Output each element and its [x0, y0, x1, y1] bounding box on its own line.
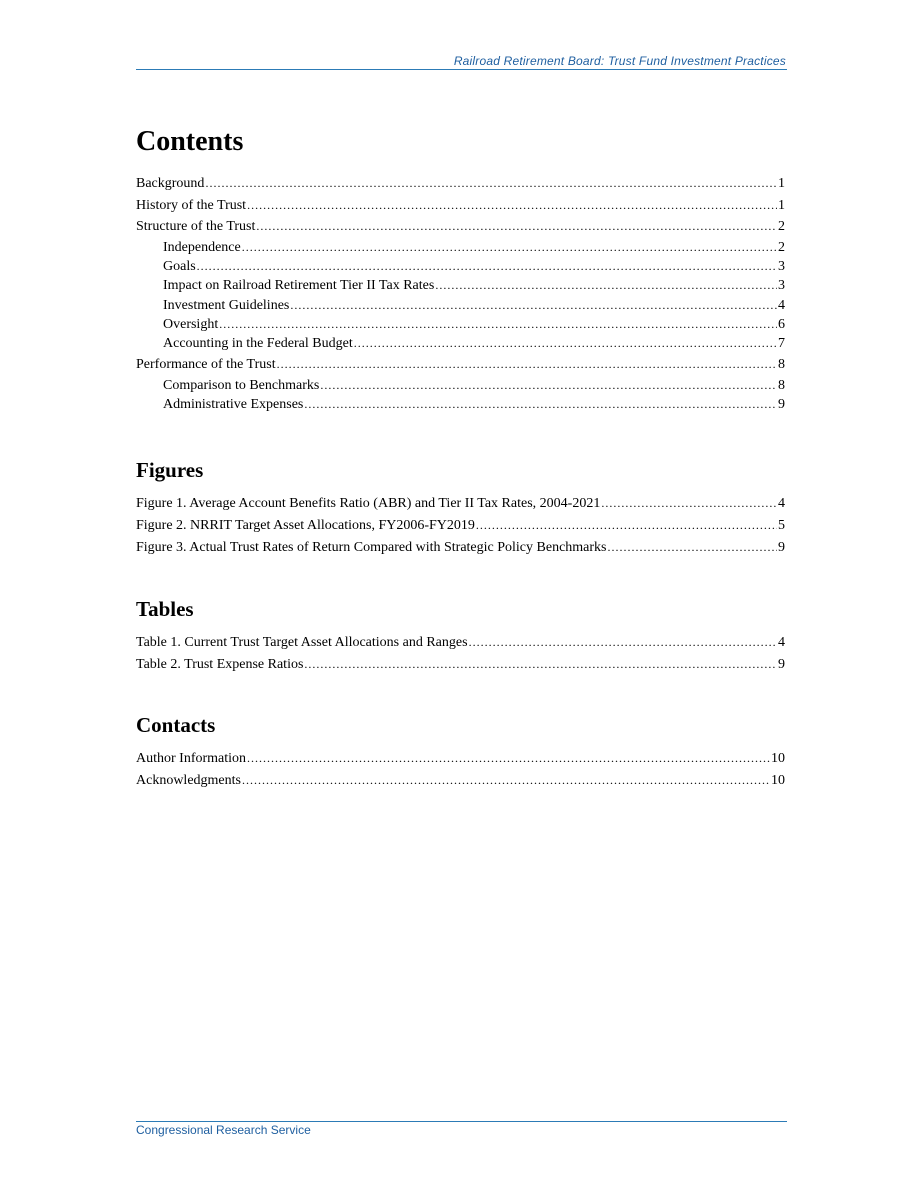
dot-leader: [469, 632, 777, 652]
toc-entry-goals[interactable]: [136, 257, 785, 276]
dot-leader: [242, 770, 770, 790]
dot-leader: [256, 216, 777, 236]
dot-leader: [247, 748, 770, 768]
toc-entry-table-2[interactable]: [136, 654, 785, 674]
toc-entry-page: 9: [778, 540, 785, 555]
toc-entry-page: 1: [778, 176, 785, 191]
footer-rule: [136, 1121, 787, 1122]
toc-entry-page: 10: [771, 751, 785, 766]
toc-entry-label: Figure 1. Average Account Benefits Ratio (ABR) and Tier II Tax Rates, 2004-2021: [136, 496, 601, 511]
tables-list: [136, 632, 785, 674]
toc-entry-label: Accounting in the Federal Budget: [163, 335, 353, 351]
toc-entry-page: 6: [778, 316, 785, 332]
toc-entry-figure-2[interactable]: [136, 515, 785, 535]
toc-entry-page: 3: [778, 259, 785, 275]
dot-leader: [354, 334, 777, 353]
dot-leader: [476, 515, 777, 535]
toc-entry-page: 9: [778, 397, 785, 413]
toc-entry-page: 4: [778, 635, 785, 650]
toc-entry-administrative-expenses[interactable]: [136, 395, 785, 414]
toc-entry-label: Performance of the Trust: [136, 357, 276, 373]
toc-entry-page: 2: [778, 240, 785, 255]
header-rule: [136, 69, 787, 70]
toc-entry-author-information[interactable]: [136, 748, 785, 768]
toc-entry-label: History of the Trust: [136, 198, 247, 213]
toc-entry-page: 7: [778, 335, 785, 351]
toc-entry-page: 4: [778, 297, 785, 313]
dot-leader: [247, 195, 777, 215]
running-footer: Congressional Research Service: [136, 1123, 311, 1137]
dot-leader: [608, 537, 778, 557]
toc-entry-accounting-in-federal-budget[interactable]: [136, 334, 785, 353]
dot-leader: [197, 257, 777, 276]
dot-leader: [601, 493, 777, 513]
contents-title: Contents: [136, 126, 244, 157]
toc-entry-label: Investment Guidelines: [163, 297, 290, 313]
toc-entry-page: 9: [778, 657, 785, 672]
dot-leader: [277, 354, 777, 374]
toc-entry-page: 2: [778, 219, 785, 234]
toc-entry-impact-on-tier-ii-tax-rates[interactable]: [136, 276, 785, 295]
toc-entry-investment-guidelines[interactable]: [136, 296, 785, 315]
toc-entry-label: Impact on Railroad Retirement Tier II Tax Rates: [163, 278, 435, 294]
toc-entry-figure-1[interactable]: [136, 493, 785, 513]
figures-list: [136, 493, 785, 557]
dot-leader: [290, 296, 777, 315]
toc-entry-label: Figure 3. Actual Trust Rates of Return Compared with Strategic Policy Benchmarks: [136, 540, 607, 555]
contacts-heading: Contacts: [136, 713, 216, 737]
toc-entry-page: 5: [778, 518, 785, 533]
toc-entry-figure-3[interactable]: [136, 537, 785, 557]
toc-entry-performance-of-the-trust[interactable]: [136, 354, 785, 374]
running-header: Railroad Retirement Board: Trust Fund Investment Practices: [453, 54, 786, 68]
toc-entry-page: 10: [771, 773, 785, 788]
toc-entry-acknowledgments[interactable]: [136, 770, 785, 790]
dot-leader: [435, 276, 777, 295]
dot-leader: [205, 173, 777, 193]
toc-entry-label: Administrative Expenses: [163, 397, 304, 413]
tables-heading: Tables: [136, 597, 194, 621]
toc-entry-page: 4: [778, 496, 785, 511]
toc-entry-page: 1: [778, 198, 785, 213]
dot-leader: [242, 238, 777, 257]
dot-leader: [304, 654, 777, 674]
figures-heading: Figures: [136, 458, 204, 482]
toc-entry-page: 3: [778, 278, 785, 294]
toc-entry-label: Table 1. Current Trust Target Asset Allocations and Ranges: [136, 635, 468, 650]
toc-entry-history-of-the-trust[interactable]: [136, 195, 785, 215]
dot-leader: [320, 376, 777, 395]
toc-entry-label: Oversight: [163, 316, 219, 332]
dot-leader: [304, 395, 777, 414]
toc-entry-oversight[interactable]: [136, 315, 785, 334]
toc-entry-label: Independence: [163, 240, 241, 255]
dot-leader: [219, 315, 777, 334]
contents-list: [136, 173, 785, 415]
toc-entry-label: Background: [136, 176, 205, 191]
toc-entry-table-1[interactable]: [136, 632, 785, 652]
toc-entry-independence[interactable]: [136, 238, 785, 257]
toc-entry-label: Comparison to Benchmarks: [163, 378, 320, 394]
toc-entry-background[interactable]: [136, 173, 785, 193]
toc-entry-label: Table 2. Trust Expense Ratios: [136, 657, 304, 672]
toc-entry-page: 8: [778, 378, 785, 394]
toc-entry-label: Figure 2. NRRIT Target Asset Allocations, FY2006-FY2019: [136, 518, 475, 533]
toc-entry-page: 8: [778, 357, 785, 373]
contacts-list: [136, 748, 785, 790]
toc-entry-structure-of-the-trust[interactable]: [136, 216, 785, 236]
toc-entry-label: Author Information: [136, 751, 247, 766]
toc-entry-label: Structure of the Trust: [136, 219, 256, 234]
toc-entry-comparison-to-benchmarks[interactable]: [136, 376, 785, 395]
toc-entry-label: Acknowledgments: [136, 773, 241, 788]
toc-entry-label: Goals: [163, 259, 196, 275]
